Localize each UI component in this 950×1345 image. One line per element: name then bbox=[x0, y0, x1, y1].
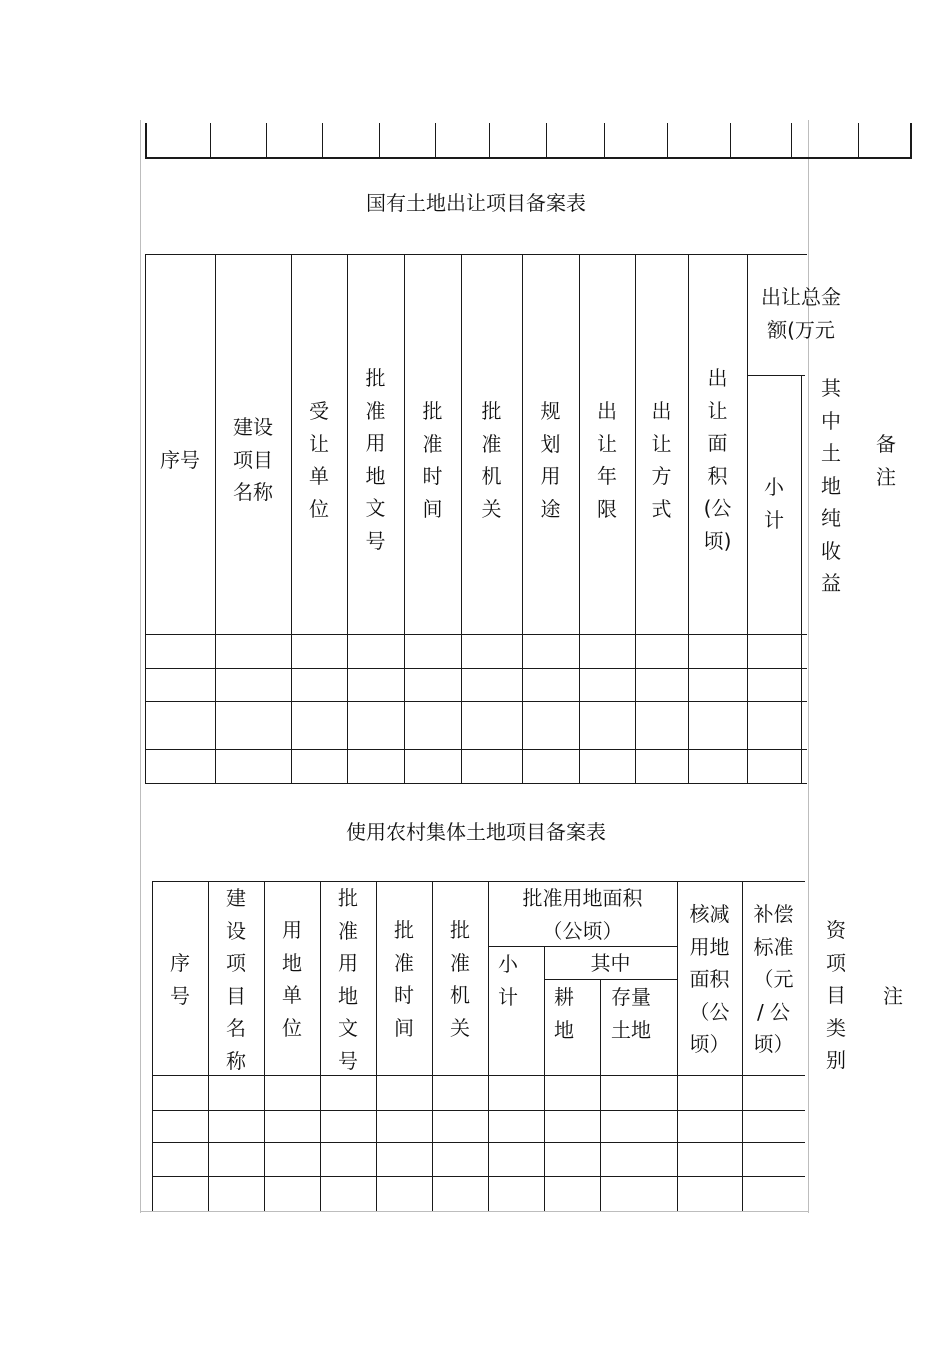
t2-header-farmland: 耕 地 bbox=[554, 985, 574, 1042]
t2-header-reduced-area: 核减 用地 面积 （公 顷） bbox=[689, 902, 730, 1056]
t2-header-seq: 序 号 bbox=[170, 951, 190, 1008]
t1-header-project-name: 建设 项目 名称 bbox=[233, 415, 273, 504]
t1-header-approval-doc: 批 准 用 地 文 号 bbox=[365, 366, 386, 553]
t1-header-approval-org: 批 准 机 关 bbox=[481, 399, 502, 521]
t1-header-method: 出 让 方 式 bbox=[651, 399, 672, 521]
t2-header-approval-time: 批 准 时 间 bbox=[394, 918, 414, 1040]
t2-header-fund-category: 资 项 目 类 别 bbox=[826, 918, 846, 1072]
t1-header-net-income: 其 中 土 地 纯 收 益 bbox=[821, 376, 841, 595]
page-frame-left bbox=[140, 120, 141, 1213]
t1-header-remark: 备 注 bbox=[876, 432, 896, 489]
table1-title: 国有土地出让项目备案表 bbox=[366, 191, 586, 215]
t2-header-of-which: 其中 bbox=[590, 951, 631, 975]
t1-header-transferee: 受 让 单 位 bbox=[309, 399, 329, 521]
t2-header-approved-area: 批准用地面积 （公顷） bbox=[522, 886, 643, 943]
t1-header-approval-time: 批 准 时 间 bbox=[422, 399, 443, 521]
t1-header-area: 出 让 面 积 (公 顷) bbox=[703, 366, 732, 553]
t2-header-subtotal: 小 计 bbox=[498, 952, 518, 1009]
t2-header-remark: 注 bbox=[883, 984, 903, 1008]
t1-header-total-amount: 出让总金 额(万元 bbox=[761, 285, 841, 342]
t2-header-approval-doc: 批 准 用 地 文 号 bbox=[338, 886, 358, 1073]
t1-header-subtotal: 小 计 bbox=[764, 475, 784, 532]
page-frame-bottom bbox=[140, 1211, 809, 1212]
t2-header-project-name: 建 设 项 目 名 称 bbox=[226, 886, 246, 1073]
t2-header-compensation: 补偿 标准 （元 / 公 顷） bbox=[753, 902, 794, 1056]
t2-header-land-unit: 用 地 单 位 bbox=[282, 918, 302, 1040]
table2-title: 使用农村集体土地项目备案表 bbox=[346, 820, 606, 844]
t1-header-planned-use: 规 划 用 途 bbox=[540, 399, 561, 521]
t1-header-seq: 序号 bbox=[160, 448, 200, 472]
t2-header-existing-land: 存量 土地 bbox=[611, 985, 651, 1042]
t1-header-term: 出 让 年 限 bbox=[597, 399, 617, 521]
t2-header-approval-org: 批 准 机 关 bbox=[450, 918, 470, 1040]
